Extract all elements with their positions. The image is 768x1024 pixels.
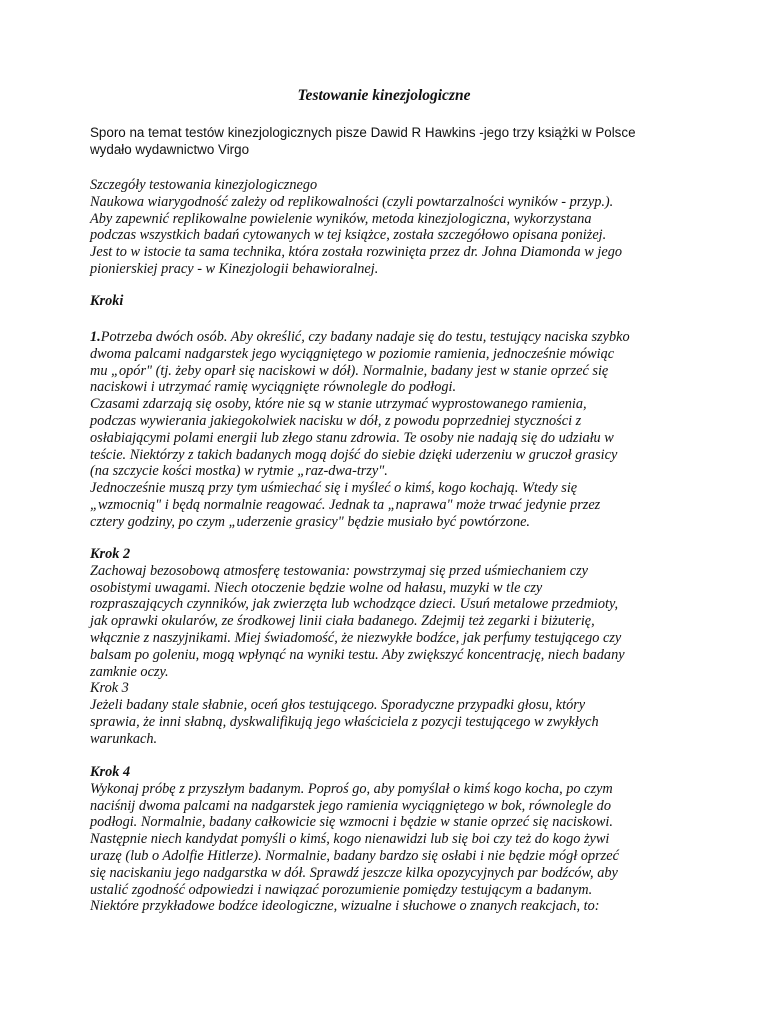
step1-paragraph [90, 329, 690, 531]
step1-line: naciskowi i utrzymać ramię wyciągnięte równolegle do podłogi. [90, 379, 457, 396]
step4-line: Następnie niech kandydat pomyśli o kimś, kogo nienawidzi lub się boi czy też do kogo żywi [90, 831, 610, 848]
intro-line: Sporo na temat testów kinezjologicznych pisze Dawid R Hawkins -jego trzy książki w Polsce [90, 125, 636, 140]
step4-heading: Krok 4 [90, 764, 131, 780]
step2-line: zamknie oczy. [90, 663, 169, 680]
step1-line: Czasami zdarzają się osoby, które nie są w stanie utrzymać wyprostowanego ramienia, [90, 396, 587, 413]
step2-paragraph [90, 546, 690, 748]
step4-line: urazę (lub o Adolfie Hitlerze). Normalnie, badany bardzo się osłabi i nie będzie mógł oprzeć [90, 847, 619, 864]
step2-line: włącznie z naszyjnikami. Miej świadomość, że niezwykłe bodźce, jak perfumy testującego czy [90, 629, 622, 646]
step1-first-line [90, 329, 690, 346]
intro-paragraph [90, 125, 690, 159]
step1-number: 1. [90, 329, 101, 345]
step2-heading: Krok 2 [90, 546, 131, 562]
step2-line: Zachowaj bezosobową atmosferę testowania: powstrzymaj się przed uśmiechaniem czy [90, 562, 588, 579]
step4-line: Niektóre przykładowe bodźce ideologiczne, wizualne i słuchowe o znanych reakcjach, to: [90, 898, 600, 915]
step2-line: jak oprawki okularów, ze środkowej linii ciała badanego. Zdejmij też zegarki i biżuterię, [90, 613, 595, 630]
step4-line: Wykonaj próbę z przyszłym badanym. Poproś go, aby pomyślał o kimś kogo kocha, po czym [90, 780, 613, 797]
step1-line: mu „opór" (tj. żeby oparł się naciskowi w dół). Normalnie, badany jest w stanie oprzeć się [90, 362, 609, 379]
document-title: Testowanie kinezjologiczne [297, 87, 471, 104]
intro-line: wydało wydawnictwo Virgo [90, 141, 250, 157]
step3-line: warunkach. [90, 730, 158, 747]
step1-line: teście. Niektórzy z takich badanych mogą dojść do siebie dzięki uderzeniu w gruczoł grasicy [90, 446, 618, 463]
details-line: Jest to w istocie ta sama technika, która została rozwinięta przez dr. Johna Diamonda w jego [90, 244, 622, 261]
step4-line: naciśnij dwoma palcami na nadgarstek jego ramienia wyciągniętego w bok, równolegle do [90, 797, 611, 814]
details-heading: Szczegóły testowania kinezjologicznego [90, 177, 318, 193]
step1-line: Jednocześnie muszą przy tym uśmiechać się i myśleć o kimś, kogo kochają. Wtedy się [90, 480, 578, 497]
step1-line: dwoma palcami nadgarstek jego wyciągniętego w poziomie ramienia, jednocześnie mówiąc [90, 345, 615, 362]
step1-first-text: Potrzeba dwóch osób. Aby określić, czy badany nadaje się do testu, testujący naciska szybko [100, 329, 630, 345]
step1-line: osłabiającymi polami energii lub złego stanu zdrowia. Te osoby nie nadają się do udziału w [90, 429, 614, 446]
step3-line: sprawia, że inni słabną, dyskwalifikują jego właściciela z pozycji testującego w zwykłych [90, 713, 599, 730]
step1-line: podczas wywierania jakiegokolwiek nacisku w dół, z powodu poprzedniej styczności z [90, 412, 582, 429]
step4-line: ustalić zgodność odpowiedzi i nawiązać porozumienie pomiędzy testującym a badanym. [90, 881, 593, 898]
step2-line: rozpraszających czynników, jak zwierzęta lub wchodzące dzieci. Usuń metalowe przedmioty, [90, 596, 619, 613]
details-line: pionierskiej pracy - w Kinezjologii behawioralnej. [90, 260, 379, 277]
step4-line: się naciskaniu jego nadgarstka w dół. Sprawdź jeszcze kilka opozycyjnych par bodźców, aby [90, 864, 618, 881]
step3-line: Jeżeli badany stale słabnie, oceń głos testującego. Sporadyczne przypadki głosu, który [90, 697, 586, 714]
step4-line: podłogi. Normalnie, badany całkowicie się wzmocni i będzie w stanie oprzeć się naciskowi. [90, 814, 613, 831]
details-line: Aby zapewnić replikowalne powielenie wyników, metoda kinezjologiczna, wykorzystana [90, 210, 592, 227]
step1-line: „wzmocnią" i będą normalnie reagować. Jednak ta „naprawa" może trwać jedynie przez [90, 496, 601, 513]
step1-line: (na szczycie kości mostka) w rytmie „raz-dwa-trzy". [90, 463, 388, 480]
step3-heading: Krok 3 [90, 680, 129, 697]
step2-line: balsam po goleniu, mogą wpłynąć na wyniki testu. Aby zwiększyć koncentrację, niech badany [90, 646, 625, 663]
step4-paragraph [90, 764, 690, 915]
details-line: podczas wszystkich badań cytowanych w tej książce, została szczegółowo opisana poniżej. [90, 227, 607, 244]
details-paragraph [90, 177, 690, 278]
step2-line: osobistymi uwagami. Niech otoczenie będzie wolne od hałasu, muzyki w tle czy [90, 579, 543, 596]
details-line: Naukowa wiarygodność zależy od replikowalności (czyli powtarzalności wyników - przyp.). [90, 193, 614, 210]
step1-line: cztery godziny, po czym „uderzenie grasicy" będzie musiało być powtórzone. [90, 513, 531, 530]
kroki-heading: Kroki [90, 293, 124, 309]
